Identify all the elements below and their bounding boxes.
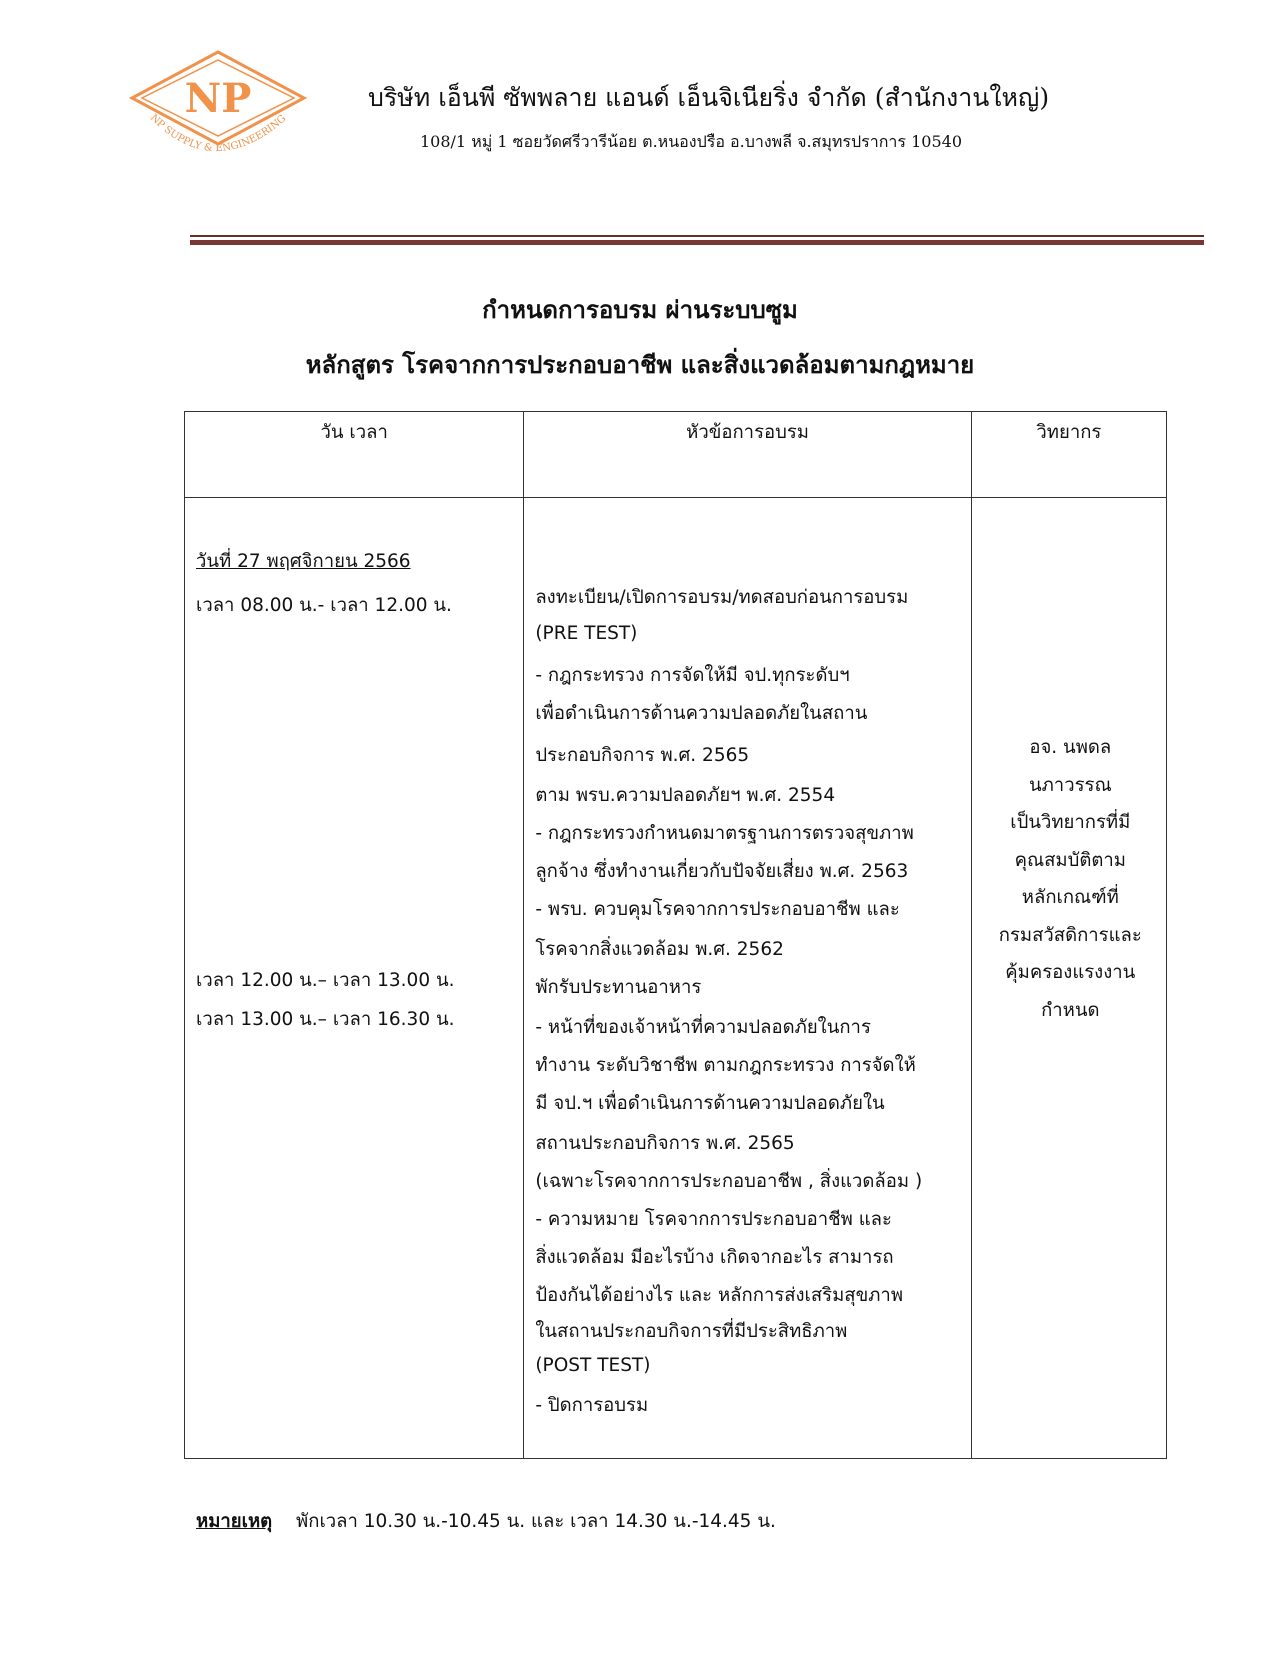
training-date: วันที่ 27 พฤศจิกายน 2566 [196, 551, 411, 572]
header-divider-thick [190, 240, 1204, 245]
datetime-cell [185, 498, 524, 1459]
topic-line: สถานประกอบกิจการ พ.ศ. 2565 [535, 1133, 795, 1154]
speaker-line: นภาวรรณ [1028, 774, 1112, 796]
speaker-line: กำหนด [1041, 999, 1100, 1021]
topic-line: - ปิดการอบรม [535, 1395, 649, 1416]
footnote [196, 1507, 776, 1536]
speaker-line: คุณสมบัติตาม [1014, 849, 1126, 871]
topic-line: โรคจากสิ่งแวดล้อม พ.ศ. 2562 [535, 939, 784, 960]
logo-ring-text: NP SUPPLY & ENGINEERING [147, 112, 289, 155]
topic-line: สิ่งแวดล้อม มีอะไรบ้าง เกิดจากอะไร สามารถ [535, 1247, 894, 1268]
topic-line: (PRE TEST) [535, 623, 638, 644]
speaker-line: เป็นวิทยากรที่มี [1010, 812, 1131, 833]
company-address: 108/1 หมู่ 1 ซอยวัดศรีวารีน้อย ต.หนองปรือ อ.บางพลี จ.สมุทรปราการ 10540 [420, 132, 962, 151]
topic-line: ลงทะเบียน/เปิดการอบรม/ทดสอบก่อนการอบรม [535, 587, 909, 608]
topic-line: เพื่อดำเนินการด้านความปลอดภัยในสถาน [535, 703, 868, 724]
topic-line: มี จป.ฯ เพื่อดำเนินการด้านความปลอดภัยใน [535, 1093, 885, 1114]
topic-line: ป้องกันได้อย่างไร และ หลักการส่งเสริมสุขภาพ [535, 1285, 904, 1306]
topic-line: (POST TEST) [535, 1355, 651, 1376]
topic-line: - กฎกระทรวงกำหนดมาตรฐานการตรวจสุขภาพ [535, 823, 914, 844]
time-slot-afternoon: เวลา 13.00 น.– เวลา 16.30 น. [196, 1009, 455, 1030]
topic-line: - กฎกระทรวง การจัดให้มี จป.ทุกระดับฯ [535, 665, 850, 686]
logo-letters: NP [184, 75, 252, 122]
topic-line: - ความหมาย โรคจากการประกอบอาชีพ และ [535, 1209, 892, 1230]
header-divider-thin [190, 235, 1204, 237]
topic-line: ประกอบกิจการ พ.ศ. 2565 [535, 745, 750, 766]
course-title: หลักสูตร โรคจากการประกอบอาชีพ และสิ่งแวดล้อมตามกฎหมาย [305, 351, 975, 379]
topic-line: ลูกจ้าง ซึ่งทำงานเกี่ยวกับปัจจัยเสี่ยง พ.ศ. 2563 [535, 861, 909, 882]
footnote-text: พักเวลา 10.30 น.-10.45 น. และ เวลา 14.30 น.-14.45 น. [296, 1511, 776, 1532]
header-speaker: วิทยากร [971, 412, 1166, 498]
time-slot-lunch: เวลา 12.00 น.– เวลา 13.00 น. [196, 970, 455, 991]
document-title: กำหนดการอบรม ผ่านระบบซูม [482, 296, 798, 324]
table-row [185, 498, 1167, 1459]
header-topic: หัวข้อการอบรม [524, 412, 971, 498]
schedule-table [184, 411, 1167, 1459]
footnote-label: หมายเหตุ [196, 1511, 273, 1532]
time-slot-morning: เวลา 08.00 น.- เวลา 12.00 น. [196, 595, 452, 616]
topic-cell [524, 498, 971, 1459]
speaker-cell [971, 498, 1166, 1459]
speaker-line: กรมสวัสดิการและ [998, 924, 1142, 946]
speaker-line: อจ. นพดล [1029, 737, 1112, 758]
topic-line: - พรบ. ควบคุมโรคจากการประกอบอาชีพ และ [535, 899, 900, 920]
topic-line: ในสถานประกอบกิจการที่มีประสิทธิภาพ [535, 1321, 848, 1342]
table-header-row [185, 412, 1167, 498]
company-name: บริษัท เอ็นพี ซัพพลาย แอนด์ เอ็นจิเนียริ่ง จำกัด (สำนักงานใหญ่) [368, 83, 1050, 112]
topic-line: ทำงาน ระดับวิชาชีพ ตามกฎกระทรวง การจัดให้ [535, 1055, 916, 1076]
header-datetime: วัน เวลา [185, 412, 524, 498]
topic-line: พักรับประทานอาหาร [535, 977, 702, 998]
speaker-line: หลักเกณฑ์ที่ [1021, 887, 1119, 908]
topic-line: - หน้าที่ของเจ้าหน้าที่ความปลอดภัยในการ [535, 1017, 871, 1038]
speaker-line: คุ้มครองแรงงาน [1005, 962, 1136, 983]
company-logo [128, 48, 308, 178]
topic-line: (เฉพาะโรคจากการประกอบอาชีพ , สิ่งแวดล้อม ) [535, 1171, 923, 1192]
topic-line: ตาม พรบ.ความปลอดภัยฯ พ.ศ. 2554 [535, 785, 836, 806]
